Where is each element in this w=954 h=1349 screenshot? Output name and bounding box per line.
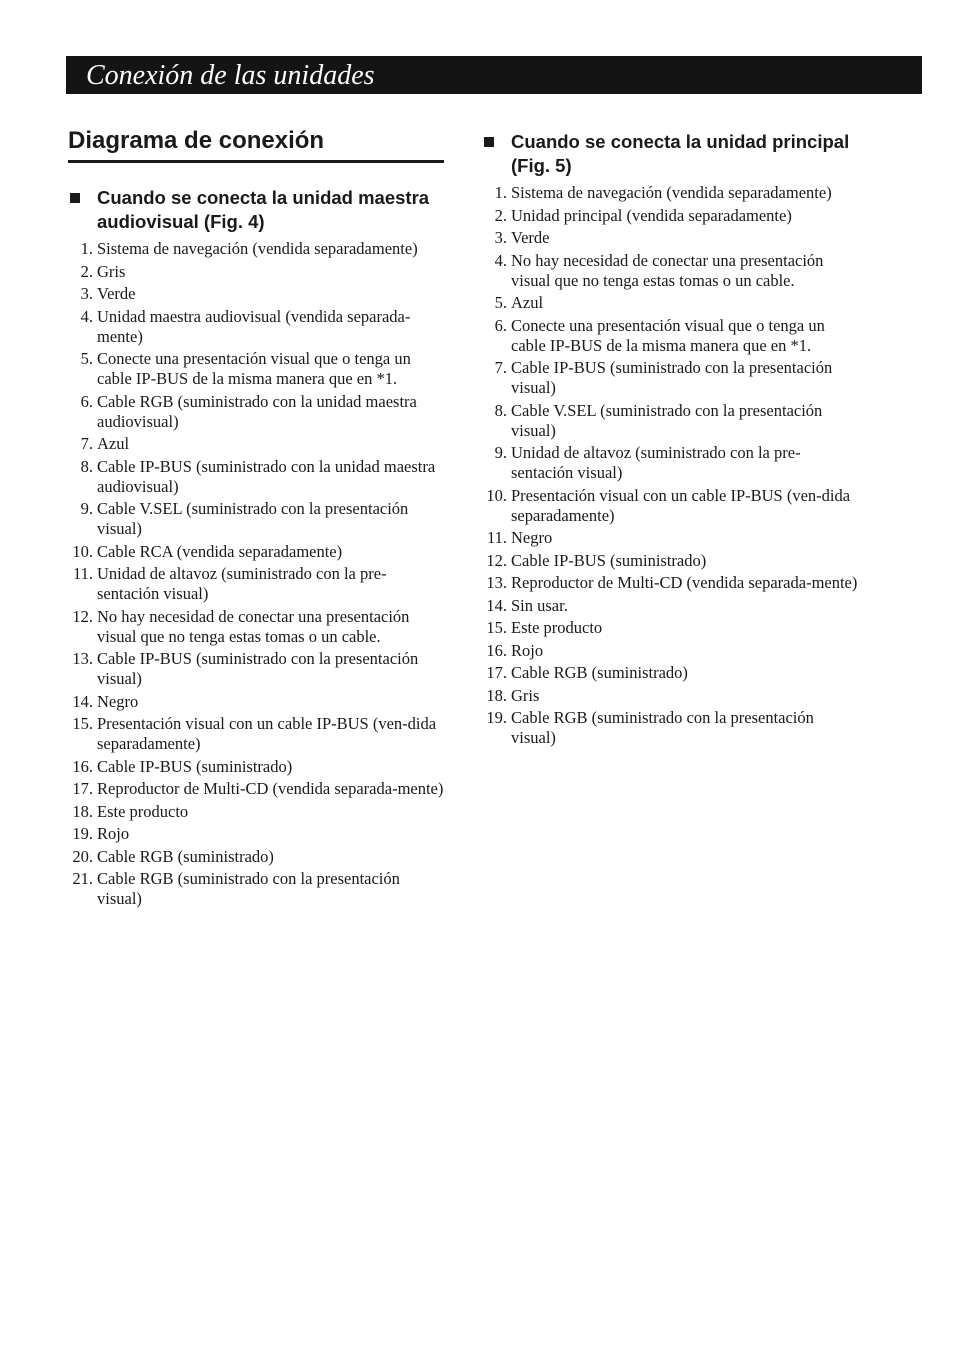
list-item xyxy=(68,847,448,867)
item-number: 17. xyxy=(486,663,507,682)
item-number: 18. xyxy=(486,685,507,705)
item-number: 8. xyxy=(80,456,93,476)
item-number: 6. xyxy=(494,315,507,335)
list-item xyxy=(482,358,862,398)
item-text: Cable RGB (suministrado) xyxy=(511,663,688,682)
list-item xyxy=(482,618,862,638)
item-text: Gris xyxy=(511,685,540,705)
item-number: 8. xyxy=(494,400,507,420)
left-subheading-text: Cuando se conecta la unidad maestra audiovisual (Fig. 4) xyxy=(97,187,430,232)
item-text: No hay necesidad de conectar una presentación visual que no tenga estas tomas o un cable. xyxy=(511,250,824,290)
right-column xyxy=(482,130,862,751)
list-item xyxy=(68,499,448,539)
item-text: Conecte una presentación visual que o tenga un cable IP-BUS de la misma manera que en *1. xyxy=(97,349,411,388)
item-number: 5. xyxy=(494,293,507,312)
item-text: Cable IP-BUS (suministrado) xyxy=(511,550,707,570)
item-text: Unidad de altavoz (suministrado con la pre-sentación visual) xyxy=(97,564,387,603)
list-item xyxy=(482,443,862,483)
item-text: Negro xyxy=(511,528,553,547)
item-number: 19. xyxy=(486,708,507,727)
list-item xyxy=(482,708,862,748)
list-item xyxy=(482,206,862,226)
item-number: 7. xyxy=(494,358,507,377)
item-number: 13. xyxy=(72,649,93,668)
item-number: 12. xyxy=(486,550,507,570)
right-subheading xyxy=(482,130,862,178)
list-item xyxy=(482,251,862,291)
item-text: Negro xyxy=(97,691,139,711)
left-item-list xyxy=(68,239,448,909)
item-text: Unidad de altavoz (suministrado con la pre-sentación visual) xyxy=(511,443,801,482)
item-text: Este producto xyxy=(97,801,189,821)
item-text: Cable RCA (vendida separadamente) xyxy=(97,541,343,561)
item-text: Unidad maestra audiovisual (vendida separada-mente) xyxy=(97,306,411,346)
item-text: Presentación visual con un cable IP-BUS (ven-dida separadamente) xyxy=(97,714,437,753)
item-number: 10. xyxy=(72,541,93,561)
item-text: Rojo xyxy=(97,824,130,843)
right-item-list xyxy=(482,183,862,748)
item-number: 15. xyxy=(72,714,93,733)
item-number: 1. xyxy=(80,239,93,258)
item-text: Cable RGB (suministrado con la unidad maestra audiovisual) xyxy=(97,391,417,431)
list-item xyxy=(68,349,448,389)
banner-title: Conexión de las unidades xyxy=(86,60,375,91)
item-text: Este producto xyxy=(511,618,603,637)
item-number: 1. xyxy=(494,183,507,202)
list-item xyxy=(482,316,862,356)
list-item xyxy=(482,183,862,203)
item-number: 15. xyxy=(486,618,507,637)
item-number: 9. xyxy=(494,443,507,462)
item-text: Azul xyxy=(97,434,130,453)
list-item xyxy=(482,641,862,661)
item-number: 11. xyxy=(486,528,507,547)
item-text: Gris xyxy=(97,261,126,281)
item-number: 12. xyxy=(72,606,93,626)
list-item xyxy=(482,486,862,526)
item-text: Cable IP-BUS (suministrado con la presentación visual) xyxy=(97,649,419,688)
item-number: 3. xyxy=(494,228,507,247)
item-number: 17. xyxy=(72,779,93,798)
section-title: Diagrama de conexión xyxy=(68,126,444,163)
item-number: 18. xyxy=(72,801,93,821)
item-text: Sistema de navegación (vendida separadamente) xyxy=(97,239,418,258)
item-number: 5. xyxy=(80,349,93,368)
item-text: Azul xyxy=(511,293,544,312)
page-banner xyxy=(66,56,922,94)
item-text: No hay necesidad de conectar una presentación visual que no tenga estas tomas o un cable. xyxy=(97,606,410,646)
item-text: Cable RGB (suministrado con la presentación visual) xyxy=(97,869,400,908)
list-item xyxy=(68,649,448,689)
square-bullet-icon xyxy=(484,137,494,147)
item-number: 21. xyxy=(72,869,93,888)
left-column xyxy=(68,186,448,912)
list-item xyxy=(482,401,862,441)
list-item xyxy=(482,596,862,616)
item-number: 7. xyxy=(80,434,93,453)
list-item xyxy=(68,714,448,754)
list-item xyxy=(68,457,448,497)
list-item xyxy=(482,686,862,706)
list-item xyxy=(482,293,862,313)
item-number: 16. xyxy=(72,756,93,776)
item-number: 16. xyxy=(486,640,507,660)
list-item xyxy=(68,262,448,282)
item-number: 6. xyxy=(80,391,93,411)
item-number: 11. xyxy=(72,564,93,583)
list-item xyxy=(68,564,448,604)
item-text: Cable RGB (suministrado con la presentación visual) xyxy=(511,708,814,747)
item-text: Reproductor de Multi-CD (vendida separada-mente) xyxy=(511,573,858,592)
item-number: 14. xyxy=(72,691,93,711)
list-item xyxy=(68,284,448,304)
item-text: Conecte una presentación visual que o tenga un cable IP-BUS de la misma manera que en *1. xyxy=(511,315,825,355)
item-number: 2. xyxy=(494,205,507,225)
item-text: Unidad principal (vendida separadamente) xyxy=(511,205,792,225)
item-number: 4. xyxy=(494,250,507,270)
list-item xyxy=(68,392,448,432)
item-text: Verde xyxy=(97,284,136,303)
item-text: Sistema de navegación (vendida separadamente) xyxy=(511,183,832,202)
item-text: Cable IP-BUS (suministrado con la presentación visual) xyxy=(511,358,833,397)
item-text: Cable IP-BUS (suministrado) xyxy=(97,756,293,776)
item-text: Cable V.SEL (suministrado con la presentación visual) xyxy=(511,400,823,440)
item-number: 10. xyxy=(486,485,507,505)
item-number: 4. xyxy=(80,306,93,326)
list-item xyxy=(68,802,448,822)
item-text: Reproductor de Multi-CD (vendida separada-mente) xyxy=(97,779,444,798)
list-item xyxy=(68,239,448,259)
item-number: 19. xyxy=(72,824,93,843)
item-number: 3. xyxy=(80,284,93,303)
list-item xyxy=(68,757,448,777)
item-number: 13. xyxy=(486,573,507,592)
list-item xyxy=(68,434,448,454)
list-item xyxy=(68,542,448,562)
list-item xyxy=(482,228,862,248)
item-text: Sin usar. xyxy=(511,595,568,615)
list-item xyxy=(68,824,448,844)
list-item xyxy=(482,528,862,548)
list-item xyxy=(68,869,448,909)
item-number: 20. xyxy=(72,846,93,866)
item-number: 9. xyxy=(80,499,93,518)
square-bullet-icon xyxy=(70,193,80,203)
list-item xyxy=(68,692,448,712)
list-item xyxy=(68,779,448,799)
item-text: Cable RGB (suministrado) xyxy=(97,846,274,866)
item-text: Rojo xyxy=(511,640,544,660)
item-number: 2. xyxy=(80,261,93,281)
list-item xyxy=(482,663,862,683)
item-number: 14. xyxy=(486,595,507,615)
item-text: Presentación visual con un cable IP-BUS (ven-dida separadamente) xyxy=(511,485,851,525)
list-item xyxy=(482,551,862,571)
left-subheading xyxy=(68,186,448,234)
list-item xyxy=(68,607,448,647)
list-item xyxy=(68,307,448,347)
item-text: Cable IP-BUS (suministrado con la unidad maestra audiovisual) xyxy=(97,456,436,496)
right-subheading-text: Cuando se conecta la unidad principal (Fig. 5) xyxy=(511,131,850,176)
item-text: Verde xyxy=(511,228,550,247)
item-text: Cable V.SEL (suministrado con la presentación visual) xyxy=(97,499,409,538)
list-item xyxy=(482,573,862,593)
